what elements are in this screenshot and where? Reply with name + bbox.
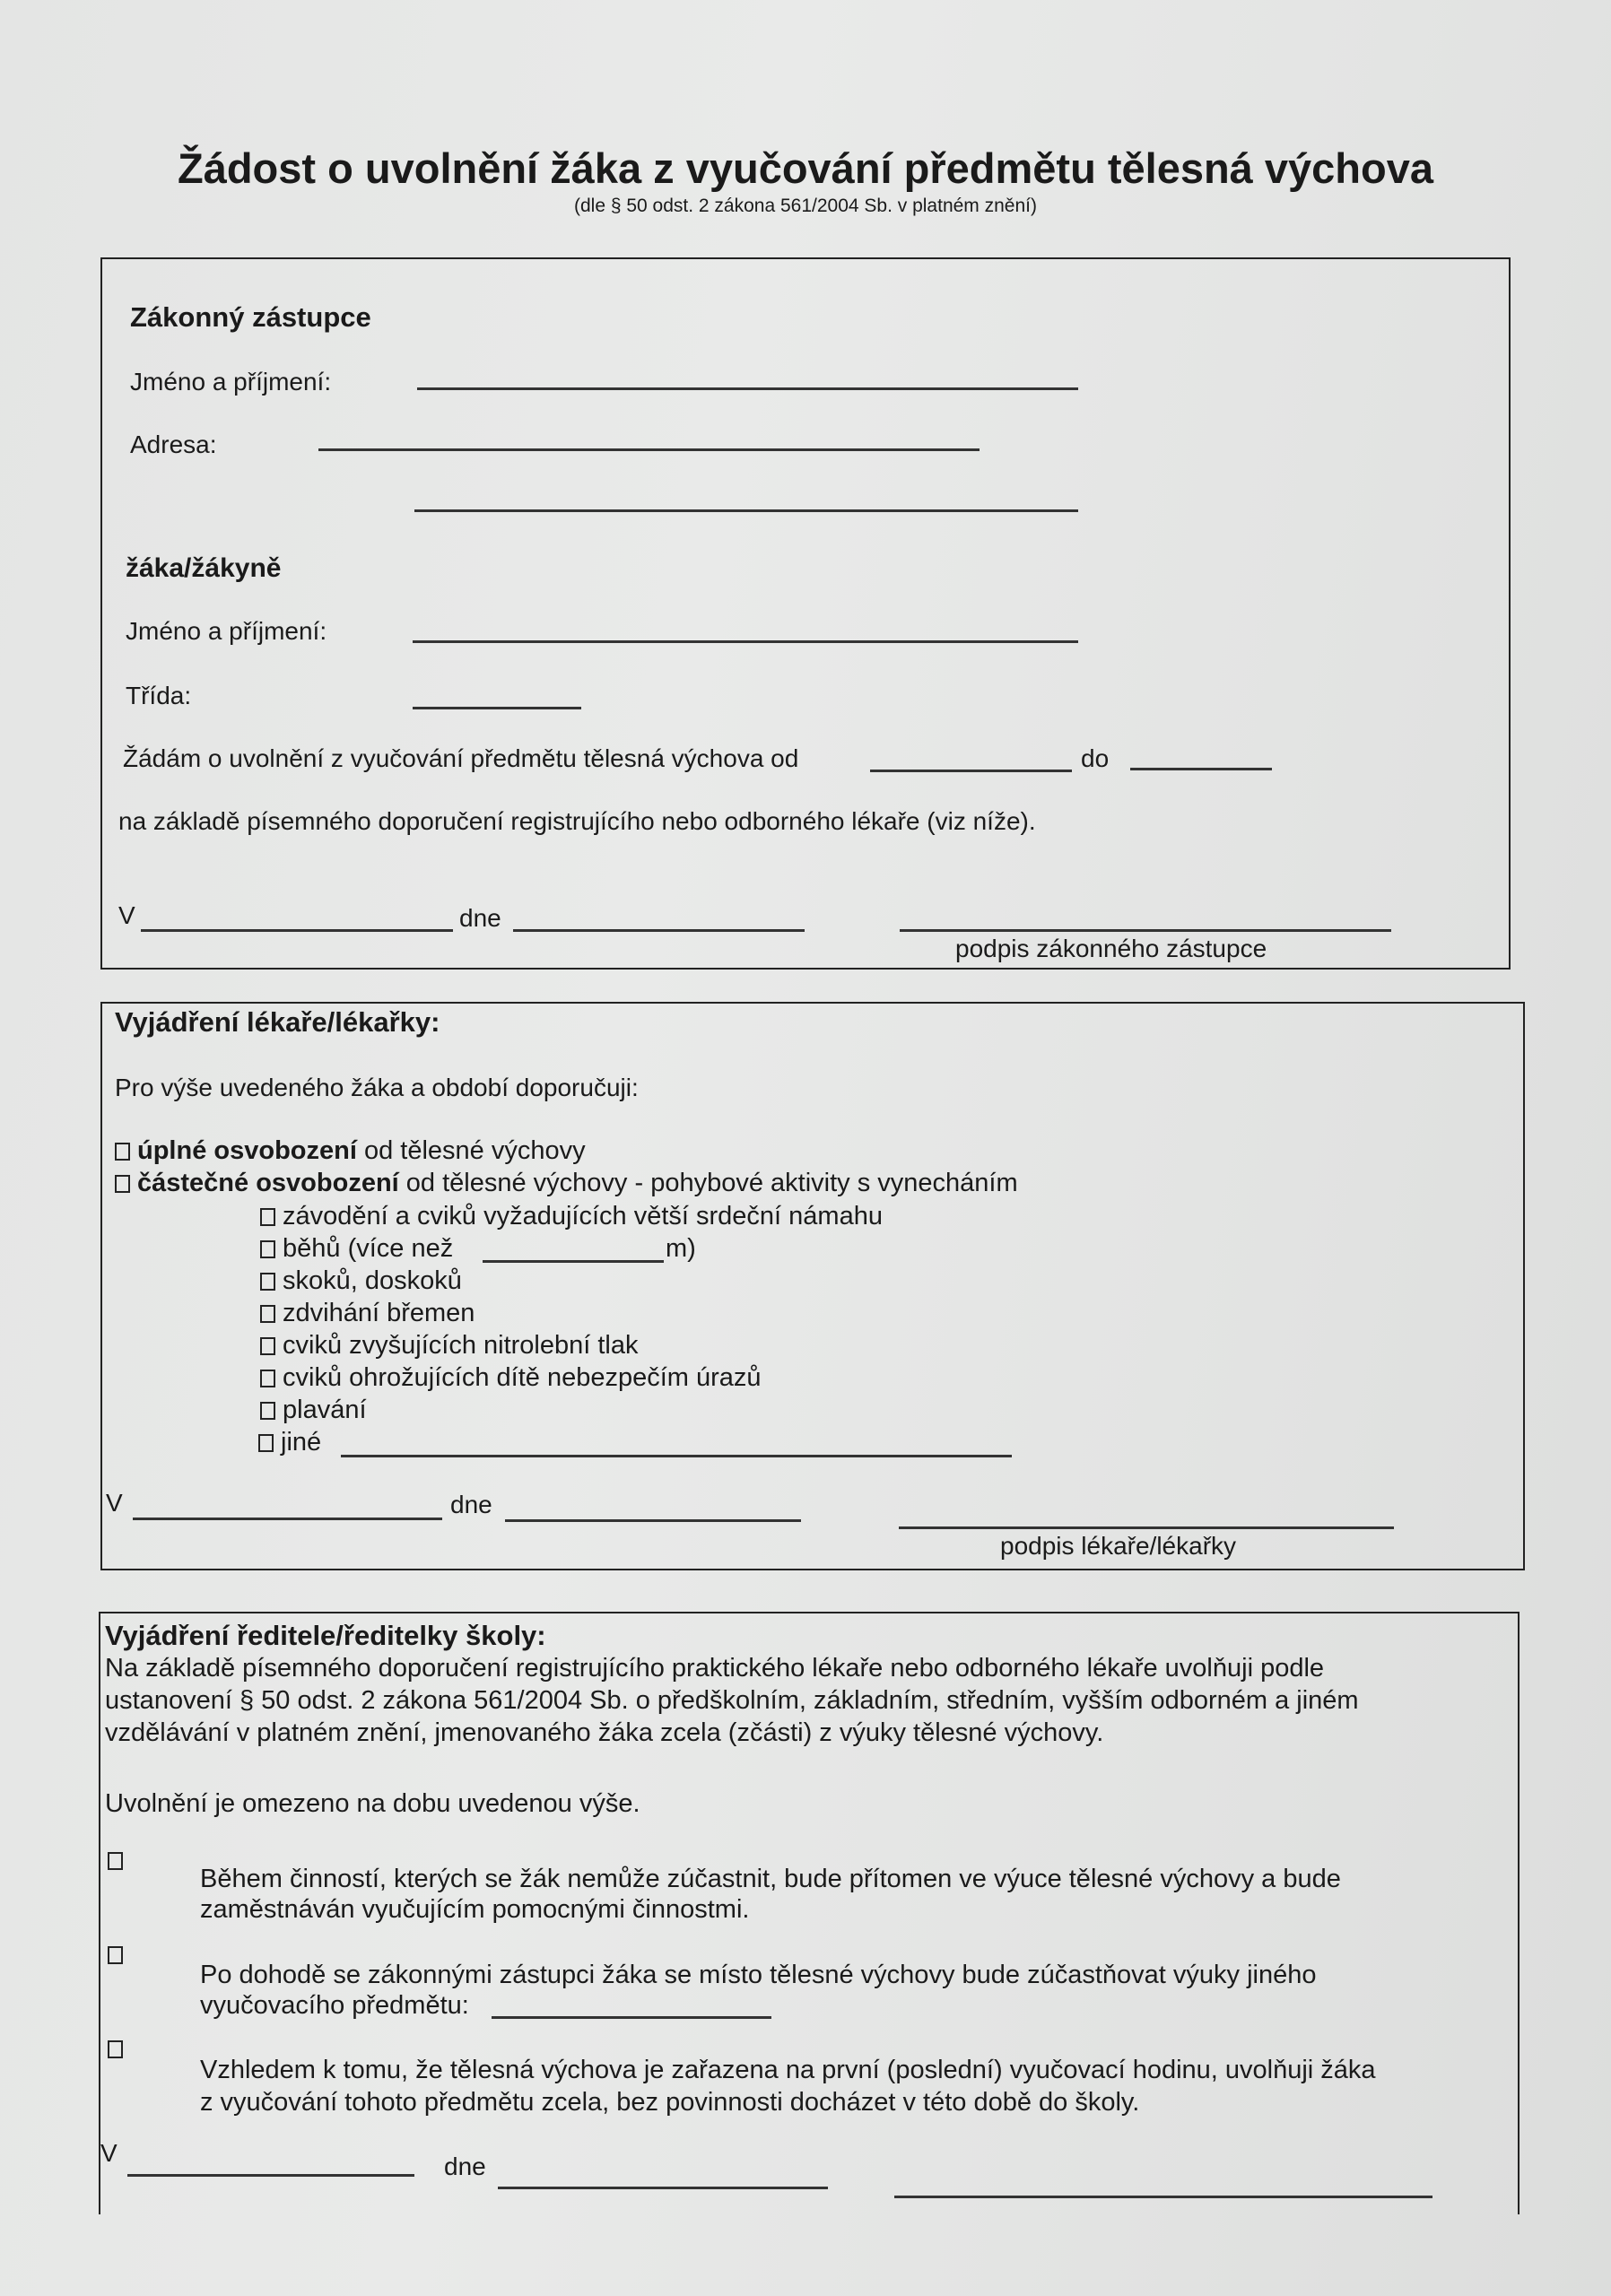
sub-option-label: jiné bbox=[281, 1428, 322, 1457]
doctor-place-label: V bbox=[106, 1489, 123, 1517]
director-date-label: dne bbox=[444, 2152, 486, 2180]
doctor-heading: Vyjádření lékaře/lékařky: bbox=[115, 1006, 440, 1038]
director-option-line: z vyučování tohoto předmětu zcela, bez povinnosti docházet v této době do školy. bbox=[200, 2088, 1140, 2117]
doctor-signature-field[interactable] bbox=[899, 1526, 1394, 1529]
guardian-name-field[interactable] bbox=[417, 387, 1078, 390]
checkbox-icon[interactable] bbox=[258, 1434, 274, 1452]
form-subtitle: (dle § 50 odst. 2 zákona 561/2004 Sb. v platném znění) bbox=[573, 196, 1037, 216]
run-distance-unit: m) bbox=[666, 1234, 696, 1263]
guardian-name-label: Jméno a příjmení: bbox=[130, 368, 332, 396]
sub-option-item[interactable] bbox=[260, 1361, 762, 1394]
form-title: Žádost o uvolnění žáka z vyučování předmětu tělesná výchova bbox=[178, 144, 1433, 192]
director-heading: Vyjádření ředitele/ředitelky školy: bbox=[105, 1620, 546, 1651]
basis-text: na základě písemného doporučení registrujícího nebo odborného lékaře (viz níže). bbox=[118, 807, 1036, 835]
director-signature-field[interactable] bbox=[894, 2196, 1432, 2198]
director-option-line: Vzhledem k tomu, že tělesná výchova je zařazena na první (poslední) vyučovací hodinu, uvolňuji žáka bbox=[200, 2056, 1376, 2084]
director-place-label: V bbox=[100, 2139, 118, 2167]
checkbox-icon[interactable] bbox=[260, 1370, 275, 1387]
option-bold-text: částečné osvobození bbox=[137, 1169, 399, 1197]
sub-option-label: skoků, doskoků bbox=[283, 1266, 462, 1295]
director-paragraph-line: Na základě písemného doporučení registrujícího praktického lékaře nebo odborného lékaře uvolňuji podle bbox=[105, 1654, 1325, 1683]
director-paragraph-line: ustanovení § 50 odst. 2 zákona 561/2004 Sb. o předškolním, základním, středním, vyšším odborném a jiném bbox=[105, 1686, 1359, 1715]
guardian-heading: Zákonný zástupce bbox=[130, 301, 371, 333]
doctor-signature-label: podpis lékaře/lékařky bbox=[1000, 1532, 1237, 1560]
checkbox-icon[interactable] bbox=[260, 1273, 275, 1291]
doctor-option-full[interactable] bbox=[115, 1135, 586, 1167]
director-option-line: Během činností, kterých se žák nemůže zúčastnit, bude přítomen ve výuce tělesné výchovy a bude bbox=[200, 1865, 1341, 1893]
pupil-class-label: Třída: bbox=[126, 682, 192, 709]
guardian-signature-field[interactable] bbox=[900, 929, 1391, 932]
request-from-field[interactable] bbox=[870, 770, 1072, 772]
checkbox-icon[interactable] bbox=[260, 1402, 275, 1420]
sub-option-item[interactable] bbox=[258, 1426, 321, 1458]
checkbox-icon[interactable] bbox=[260, 1208, 275, 1226]
guardian-signature-label: podpis zákonného zástupce bbox=[955, 935, 1267, 962]
director-place-field[interactable] bbox=[127, 2174, 414, 2177]
option-bold-text: úplné osvobození bbox=[137, 1136, 357, 1165]
guardian-section-box bbox=[100, 257, 1511, 970]
request-to-label: do bbox=[1081, 744, 1110, 772]
sub-option-label: zdvihání břemen bbox=[283, 1299, 475, 1327]
sub-option-label: cviků ohrožujících dítě nebezpečím úrazů bbox=[283, 1363, 762, 1392]
sub-option-label: závodění a cviků vyžadujících větší srdeční námahu bbox=[283, 1202, 883, 1231]
doctor-date-field[interactable] bbox=[505, 1519, 801, 1522]
pupil-heading: žáka/žákyně bbox=[126, 553, 282, 583]
sub-option-label: běhů (více než bbox=[283, 1234, 454, 1263]
guardian-address-field-1[interactable] bbox=[318, 448, 980, 451]
guardian-date-field[interactable] bbox=[513, 929, 805, 932]
director-option-checkbox-1[interactable] bbox=[108, 1852, 123, 1870]
doctor-intro: Pro výše uvedeného žáka a období doporučuji: bbox=[115, 1074, 639, 1101]
option-rest-text: od tělesné výchovy - pohybové aktivity s vynecháním bbox=[398, 1169, 1018, 1197]
sub-option-item[interactable] bbox=[260, 1329, 638, 1361]
sub-option-item[interactable] bbox=[260, 1297, 475, 1329]
director-option-line: vyučovacího předmětu: bbox=[200, 1991, 469, 2020]
checkbox-icon[interactable] bbox=[260, 1305, 275, 1323]
sub-option-item[interactable] bbox=[260, 1200, 883, 1232]
request-text: Žádám o uvolnění z vyučování předmětu tělesná výchova od bbox=[123, 744, 799, 772]
director-option-line: Po dohodě se zákonnými zástupci žáka se místo tělesné výchovy bude zúčastňovat výuky jiného bbox=[200, 1961, 1317, 1989]
sub-option-item[interactable] bbox=[260, 1232, 453, 1265]
doctor-place-field[interactable] bbox=[133, 1518, 442, 1520]
checkbox-icon[interactable] bbox=[260, 1337, 275, 1355]
pupil-name-label: Jméno a příjmení: bbox=[126, 617, 327, 645]
director-limit-text: Uvolnění je omezeno na dobu uvedenou výše. bbox=[105, 1789, 640, 1818]
guardian-place-field[interactable] bbox=[141, 929, 453, 932]
guardian-address-label: Adresa: bbox=[130, 430, 217, 458]
request-to-field[interactable] bbox=[1130, 768, 1272, 770]
guardian-address-field-2[interactable] bbox=[414, 509, 1078, 512]
doctor-date-label: dne bbox=[450, 1491, 492, 1518]
run-distance-field[interactable] bbox=[483, 1260, 664, 1263]
checkbox-icon[interactable] bbox=[260, 1240, 275, 1258]
sub-option-label: cviků zvyšujících nitrolební tlak bbox=[283, 1331, 639, 1360]
sub-option-label: plavání bbox=[283, 1396, 367, 1424]
guardian-date-label: dne bbox=[459, 904, 501, 932]
director-option-line: zaměstnáván vyučujícím pomocnými činnostmi. bbox=[200, 1895, 750, 1924]
pupil-name-field[interactable] bbox=[413, 640, 1078, 643]
other-subject-field[interactable] bbox=[492, 2016, 771, 2019]
sub-option-item[interactable] bbox=[260, 1265, 462, 1297]
other-reason-field[interactable] bbox=[341, 1455, 1012, 1457]
director-paragraph-line: vzdělávání v platném znění, jmenovaného žáka zcela (zčásti) z výuky tělesné výchovy. bbox=[105, 1718, 1104, 1747]
checkbox-partial-exemption[interactable] bbox=[115, 1175, 130, 1193]
director-option-checkbox-3[interactable] bbox=[108, 2040, 123, 2058]
sub-option-item[interactable] bbox=[260, 1394, 367, 1426]
director-date-field[interactable] bbox=[498, 2187, 828, 2189]
doctor-option-partial[interactable] bbox=[115, 1167, 1018, 1199]
option-rest-text: od tělesné výchovy bbox=[356, 1136, 586, 1165]
guardian-place-label: V bbox=[118, 901, 135, 929]
pupil-class-field[interactable] bbox=[413, 707, 581, 709]
director-option-checkbox-2[interactable] bbox=[108, 1946, 123, 1964]
checkbox-full-exemption[interactable] bbox=[115, 1143, 130, 1161]
